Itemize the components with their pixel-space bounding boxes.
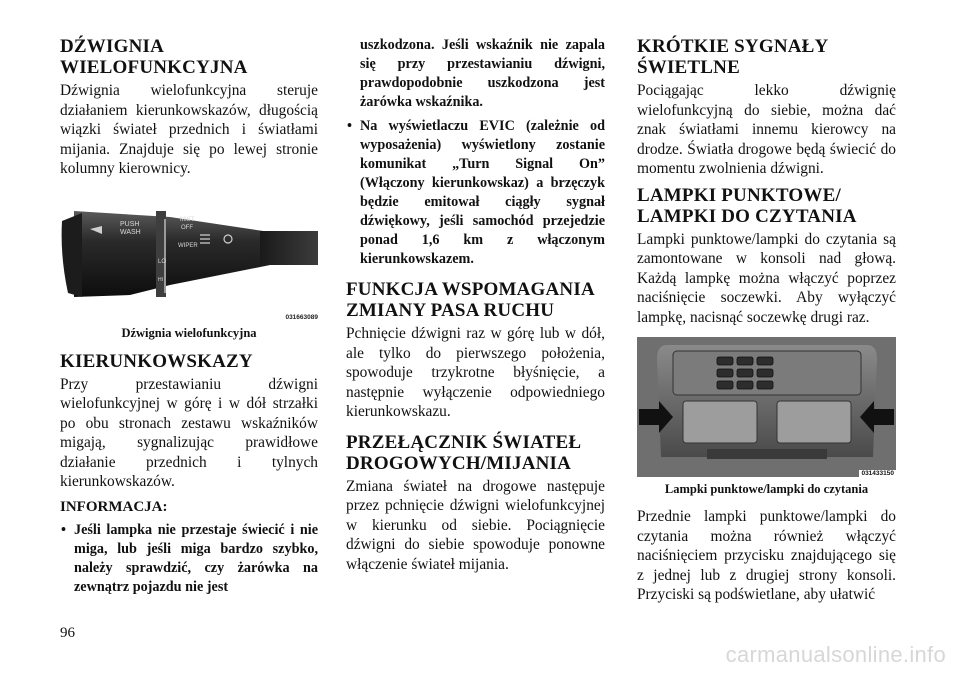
note-list-continued bbox=[346, 117, 605, 269]
note-bullet-1: • Jeśli lampka nie przestaje świecić i nie miga, lub jeśli miga bardzo szybko, należy sprawdzić, czy żarówka na zewnątrz pojazdu nie jest bbox=[61, 522, 318, 595]
paragraph-turn-signals: Przy przestawianiu dźwigni wielofunkcyjnej w górę i w dół strzałki po obu stronach zestawu wskaźników migają, sygnalizując prawidłowe działanie przednich i tylnych kierunkowskazów. bbox=[60, 375, 318, 490]
multifunction-lever-figure bbox=[60, 201, 318, 321]
figure-caption-console: Lampki punktowe/lampki do czytania bbox=[664, 482, 869, 496]
label-lo: LO bbox=[158, 258, 167, 265]
label-off: OFF bbox=[181, 224, 193, 231]
paragraph-flash-to-pass: Pociągając lekko dźwignię wielofunkcyjną do siebie, można dać znak światłami innemu kierowcy na drodze. Światła drogowe będą świecić do momentu zwolnienia dźwigni. bbox=[637, 82, 896, 177]
heading-reading-lamps: LAMPKI PUNKTOWE/ LAMPKI DO CZYTANIA bbox=[637, 184, 857, 227]
figure-code-2: 031433150 bbox=[861, 470, 894, 477]
note-bullet-2: • Na wyświetlaczu EVIC (zależnie od wyposażenia) wyświetlony zostanie komunikat „Turn Signal On” (Włączony kierunkowskaz) a brzęczyk będzie emitował ciągły sygnał dźwiękowy, jeśli samochód przejedzie ponad 1,6 km z włączonym kierunkowskazem. bbox=[347, 118, 605, 267]
label-push: PUSH bbox=[120, 220, 140, 228]
paragraph-reading-lamps: Lampki punktowe/lampki do czytania są zamontowane w konsoli nad głową. Każdą lampkę można włączyć poprzez naciśnięcie soczewki. Aby wyłączyć lampkę, nacisnąć soczewkę drugi raz. bbox=[637, 230, 896, 326]
console-illustration bbox=[637, 337, 896, 477]
heading-high-low-beam: PRZEŁĄCZNIK ŚWIATEŁ DROGOWYCH/MIJANIA bbox=[346, 431, 582, 474]
label-hi: HI bbox=[158, 276, 163, 283]
heading-turn-signals: KIERUNKOWSKAZY bbox=[60, 350, 253, 372]
overhead-console-figure bbox=[637, 337, 896, 477]
note-list bbox=[60, 521, 318, 597]
lever-illustration bbox=[60, 201, 318, 321]
paragraph-high-low-beam: Zmiana świateł na drogowe następuje przez pchnięcie dźwigni wielofunkcyjnej w kierunku od siebie. Pociągnięcie dźwigni do siebie spowoduje ponowne włączenie świateł mijania. bbox=[346, 477, 605, 573]
column-middle bbox=[346, 36, 605, 579]
note-bullet-2-text: Na wyświetlaczu EVIC (zależnie od wyposażenia) wyświetlony zostanie komunikat „Turn Signal On” (Włączony kierunkowskaz) a brzęczyk będzie emitował ciągły sygnał dźwiękowy, jeśli samochód przejedzie ponad 1,6 km z włączonym kierunkowskazem. bbox=[360, 118, 605, 267]
paragraph-lane-change: Pchnięcie dźwigni raz w górę lub w dół, ale tylko do pierwszego położenia, spowoduje trzykrotne błyśnięcie, a następnie wyłączenie odpowiedniego kierunkowskazu. bbox=[346, 325, 605, 420]
page-number: 96 bbox=[60, 625, 75, 641]
figure-caption-lever: Dźwignia wielofunkcyjna bbox=[121, 325, 257, 340]
note-bullet-1-continued: uszkodzona. Jeśli wskaźnik nie zapala się przy przestawianiu dźwigni, prawdopodobnie uszkodzona jest żarówka wskaźnika. bbox=[360, 37, 605, 110]
label-mist: MIST bbox=[180, 216, 195, 223]
heading-lane-change: FUNKCJA WSPOMAGANIA ZMIANY PASA RUCHU bbox=[346, 279, 594, 321]
heading-flash-to-pass: KRÓTKIE SYGNAŁY ŚWIETLNE bbox=[637, 36, 828, 78]
note-title: INFORMACJA: bbox=[60, 498, 168, 515]
heading-multifunction-lever: DŹWIGNIA WIELOFUNKCYJNA bbox=[60, 36, 248, 78]
label-wash: WASH bbox=[120, 228, 141, 236]
figure-code: 031663089 bbox=[285, 313, 318, 321]
label-wiper: WIPER bbox=[178, 242, 198, 249]
paragraph-lever-intro: Dźwignia wielofunkcyjna steruje działaniem kierunkowskazów, długością wiązki świateł przednich i światłami mijania. Znajduje się po lewej stronie kolumny kierownicy. bbox=[60, 82, 318, 177]
column-right bbox=[637, 36, 896, 610]
watermark: carmanualsonline.info bbox=[725, 642, 946, 667]
column-left bbox=[60, 36, 318, 602]
paragraph-reading-lamps-buttons: Przednie lampki punktowe/lampki do czytania można również włączyć naciśnięciem przycisku znajdującego się z jednej lub z drugiej strony konsoli. Przyciski są podświetlane, aby ułatwić bbox=[637, 508, 896, 603]
note-bullet-1-text: Jeśli lampka nie przestaje świecić i nie miga, lub jeśli miga bardzo szybko, należy sprawdzić, czy żarówka na zewnątrz pojazdu nie jest bbox=[74, 522, 318, 595]
